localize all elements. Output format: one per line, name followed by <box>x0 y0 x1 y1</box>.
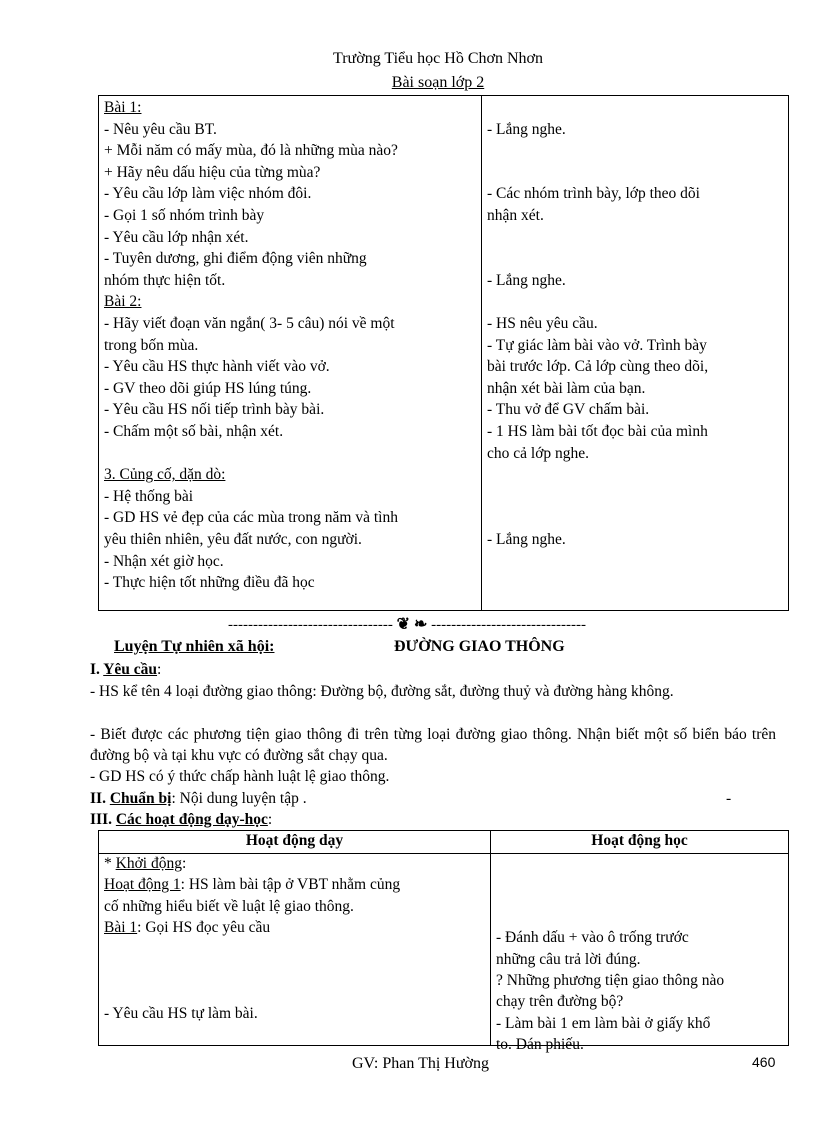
teacher-activity-line: - Hệ thống bài <box>104 487 194 505</box>
column-header-learning: Hoạt động học <box>591 832 688 849</box>
teacher-activity-line: - Yêu cầu HS thực hành viết vào vở. <box>104 358 330 376</box>
teacher-activity-line: - Tuyên dương, ghi điểm động viên những <box>104 250 367 268</box>
teacher-activity-line: cố những hiểu biết về luật lệ giao thông. <box>104 897 354 915</box>
teacher-activity-line: nhóm thực hiện tốt. <box>104 271 226 289</box>
teacher-activity-line: Bài 2: <box>104 293 142 311</box>
lesson-subject: Luyện Tự nhiên xã hội: <box>114 638 275 655</box>
teacher-activity-line: trong bốn mùa. <box>104 336 199 354</box>
teacher-activity-line: 3. Củng cố, dặn dò: <box>104 466 226 484</box>
section-divider: --------------------------------- ❦ ❧ ------------------------------- <box>228 616 587 633</box>
student-activity-line: nhận xét. <box>487 207 544 224</box>
objective-2: - Biết được các phương tiện giao thông đi trên từng loại đường giao thông. Nhận biết một số biển báo trên đường bộ và tại khu vực có đường sắt chạy qua. <box>90 726 776 764</box>
objective-1: - HS kể tên 4 loại đường giao thông: Đường bộ, đường sắt, đường thuỷ và đường hàng không. <box>90 683 674 700</box>
teacher-activity-line: - GV theo dõi giúp HS lúng túng. <box>104 379 312 397</box>
teacher-activity-line: - Thực hiện tốt những điều đã học <box>104 574 315 592</box>
section-3-heading: III. Các hoạt động dạy-học: <box>90 811 273 828</box>
teacher-activity-line: - Chấm một số bài, nhận xét. <box>104 423 284 440</box>
student-activity-line: - Các nhóm trình bày, lớp theo dõi <box>487 185 700 203</box>
student-activity-line: - 1 HS làm bài tốt đọc bài của mình <box>487 423 708 440</box>
student-activity-line: to. Dán phiếu. <box>496 1036 584 1054</box>
teacher-activity-line: * Khởi động: <box>104 855 187 872</box>
teacher-activity-line: - Gọi 1 số nhóm trình bày <box>104 207 265 224</box>
teacher-activity-line: + Hãy nêu dấu hiệu của từng mùa? <box>104 163 321 181</box>
teacher-activity-line: - Yêu cầu lớp làm việc nhóm đôi. <box>104 185 312 203</box>
student-activity-line: - Lắng nghe. <box>487 531 566 548</box>
teacher-activity-line: - Hãy viết đoạn văn ngắn( 3- 5 câu) nói về một <box>104 315 395 332</box>
teacher-activity-line: - Nhận xét giờ học. <box>104 552 224 570</box>
teacher-activity-line: yêu thiên nhiên, yêu đất nước, con người. <box>104 531 362 548</box>
student-activity-line: - Làm bài 1 em làm bài ở giấy khổ <box>496 1014 711 1032</box>
teacher-activity-line: - Yêu cầu lớp nhận xét. <box>104 228 249 246</box>
teacher-activity-line: - GD HS vẻ đẹp của các mùa trong năm và tình <box>104 509 398 527</box>
teacher-activity-line: Hoạt động 1: HS làm bài tập ở VBT nhằm củng <box>104 876 401 894</box>
teacher-name: GV: Phan Thị Hường <box>352 1055 489 1072</box>
page-subtitle: Bài soạn lớp 2 <box>391 74 485 91</box>
student-activity-line: - Lắng nghe. <box>487 271 566 289</box>
teacher-activity-line: - Nêu yêu cầu BT. <box>104 120 217 138</box>
student-activity-line: những câu trả lời đúng. <box>496 950 641 968</box>
student-activity-line: - HS nêu yêu cầu. <box>487 315 598 332</box>
ornament-icon: ❦ ❧ <box>396 616 428 633</box>
lesson-title: ĐƯỜNG GIAO THÔNG <box>394 638 565 655</box>
student-activity-line: bài trước lớp. Cả lớp cùng theo dõi, <box>487 358 709 376</box>
student-activity-line: - Đánh dấu + vào ô trống trước <box>496 929 689 947</box>
section-2-heading: II. Chuẩn bị: Nội dung luyện tập . <box>90 790 307 807</box>
student-activity-line: - Tự giác làm bài vào vở. Trình bày <box>487 336 707 354</box>
student-activity-line: cho cả lớp nghe. <box>487 444 590 462</box>
objective-3: - GD HS có ý thức chấp hành luật lệ giao thông. <box>90 768 390 785</box>
teacher-activity-line: - Yêu cầu HS tự làm bài. <box>104 1004 258 1022</box>
teacher-activity-line: - Yêu cầu HS nối tiếp trình bày bài. <box>104 401 325 419</box>
student-activity-line: - Thu vở để GV chấm bài. <box>487 401 650 419</box>
teacher-activity-line: + Mỗi năm có mấy mùa, đó là những mùa nào? <box>104 142 398 160</box>
student-activity-line: nhận xét bài làm của bạn. <box>487 379 646 397</box>
teacher-activity-line: Bài 1: Gọi HS đọc yêu cầu <box>104 919 271 937</box>
teacher-activity-line: Bài 1: <box>104 99 142 116</box>
student-activity-line: - Lắng nghe. <box>487 120 566 138</box>
student-activity-line: chạy trên đường bộ? <box>496 993 624 1011</box>
column-header-teaching: Hoạt động dạy <box>245 832 344 849</box>
stray-dash: - <box>726 790 732 807</box>
section-1-heading: I. Yêu cầu: <box>90 661 162 678</box>
school-name: Trường Tiểu học Hồ Chơn Nhơn <box>333 50 543 67</box>
student-activity-line: ? Những phương tiện giao thông nào <box>496 972 725 989</box>
page-number: 460 <box>752 1054 776 1070</box>
